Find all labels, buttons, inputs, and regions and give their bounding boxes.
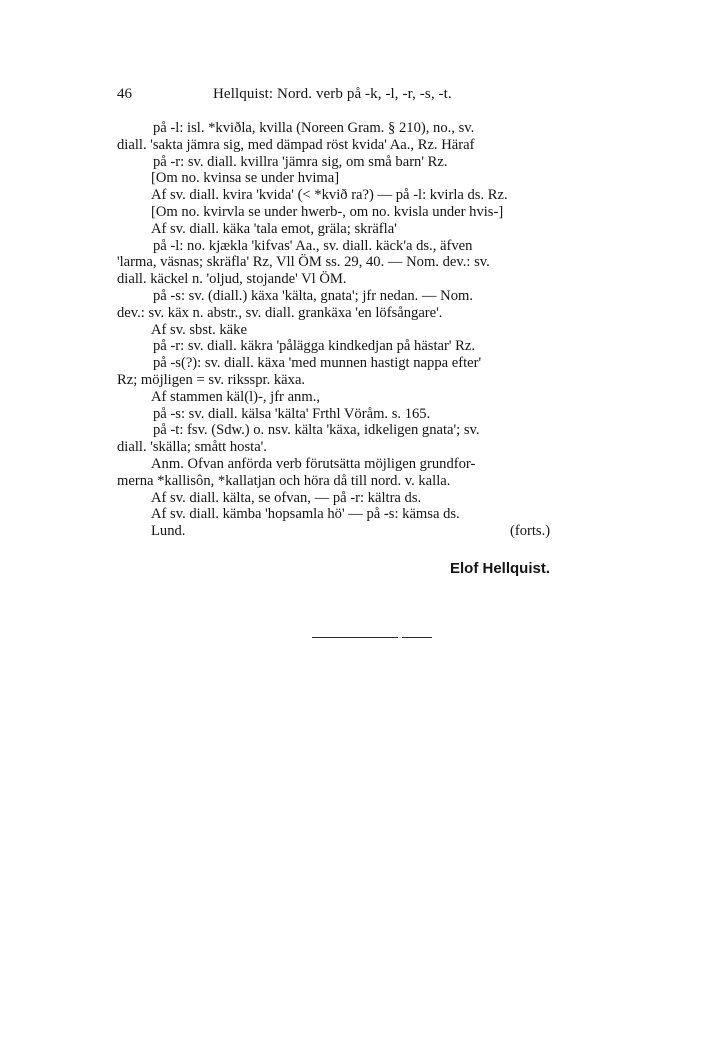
text-line: på -r: sv. diall. käkra 'pålägga kindkedjan på hästar' Rz.: [153, 338, 476, 355]
text-line: Af sv. diall. kvira 'kvida' (< *kvið ra?) — på -l: kvirla ds. Rz.: [151, 187, 508, 204]
text-line: Af stammen käl(l)-, jfr anm.,: [151, 388, 320, 405]
footer-rule: [312, 637, 398, 638]
text-line: Af sv. diall. käka 'tala emot, gräla; skräfla': [151, 220, 397, 237]
article-body: [117, 120, 593, 540]
text-line: på -l: no. kjækla 'kifvas' Aa., sv. diall. käck'a ds., äfven: [153, 237, 473, 254]
closing-line: [117, 523, 593, 540]
text-line: diall. käckel n. 'oljud, stojande' Vl ÖM.: [117, 271, 347, 288]
text-line: på -l: isl. *kviðla, kvilla (Noreen Gram. § 210), no., sv.: [153, 120, 475, 136]
text-line: [Om no. kvirvla se under hwerb-, om no. kvisla under hvis-]: [151, 203, 504, 220]
place-name: Lund.: [151, 523, 186, 540]
text-line: Af sv. diall. kämba 'hopsamla hö' — på -s: kämsa ds.: [151, 506, 460, 523]
text-line: merna *kallisôn, *kallatjan och höra då till nord. v. kalla.: [117, 472, 451, 489]
text-line: [Om no. kvinsa se under hvima]: [151, 170, 340, 187]
text-line: Anm. Ofvan anförda verb förutsätta möjligen grundfor-: [151, 455, 476, 472]
author-signature: Elof Hellquist.: [450, 560, 551, 577]
text-line: Af sv. sbst. käke: [151, 321, 247, 338]
page-number: 46: [117, 86, 132, 102]
text-line: diall. 'skälla; smått hosta'.: [117, 439, 267, 456]
text-line: på -t: fsv. (Sdw.) o. nsv. kälta 'käxa, idkeligen gnata'; sv.: [153, 422, 480, 439]
text-line: 'larma, väsnas; skräfla' Rz, Vll ÖM ss. 29, 40. — Nom. dev.: sv.: [117, 254, 490, 271]
running-head: Hellquist: Nord. verb på -k, -l, -r, -s, -t.: [213, 86, 452, 102]
text-line: diall. 'sakta jämra sig, med dämpad röst kvida' Aa., Rz. Häraf: [117, 136, 475, 153]
page-header: [117, 86, 597, 104]
footer-rule-short: [402, 637, 432, 638]
text-line: på -r: sv. diall. kvillra 'jämra sig, om små barn' Rz.: [153, 153, 448, 170]
text-line: på -s: sv. diall. kälsa 'kälta' Frthl Vöråm. s. 165.: [153, 405, 431, 422]
text-line: på -s(?): sv. diall. käxa 'med munnen hastigt nappa efter': [153, 355, 482, 372]
text-line: Af sv. diall. kälta, se ofvan, — på -r: kältra ds.: [151, 489, 422, 506]
text-line: dev.: sv. käx n. abstr., sv. diall. grankäxa 'en löfsångare'.: [117, 304, 443, 321]
text-line: Rz; möjligen = sv. riksspr. käxa.: [117, 371, 306, 388]
continued-note: (forts.): [510, 523, 551, 540]
text-line: på -s: sv. (diall.) käxa 'kälta, gnata'; jfr nedan. — Nom.: [153, 287, 474, 304]
